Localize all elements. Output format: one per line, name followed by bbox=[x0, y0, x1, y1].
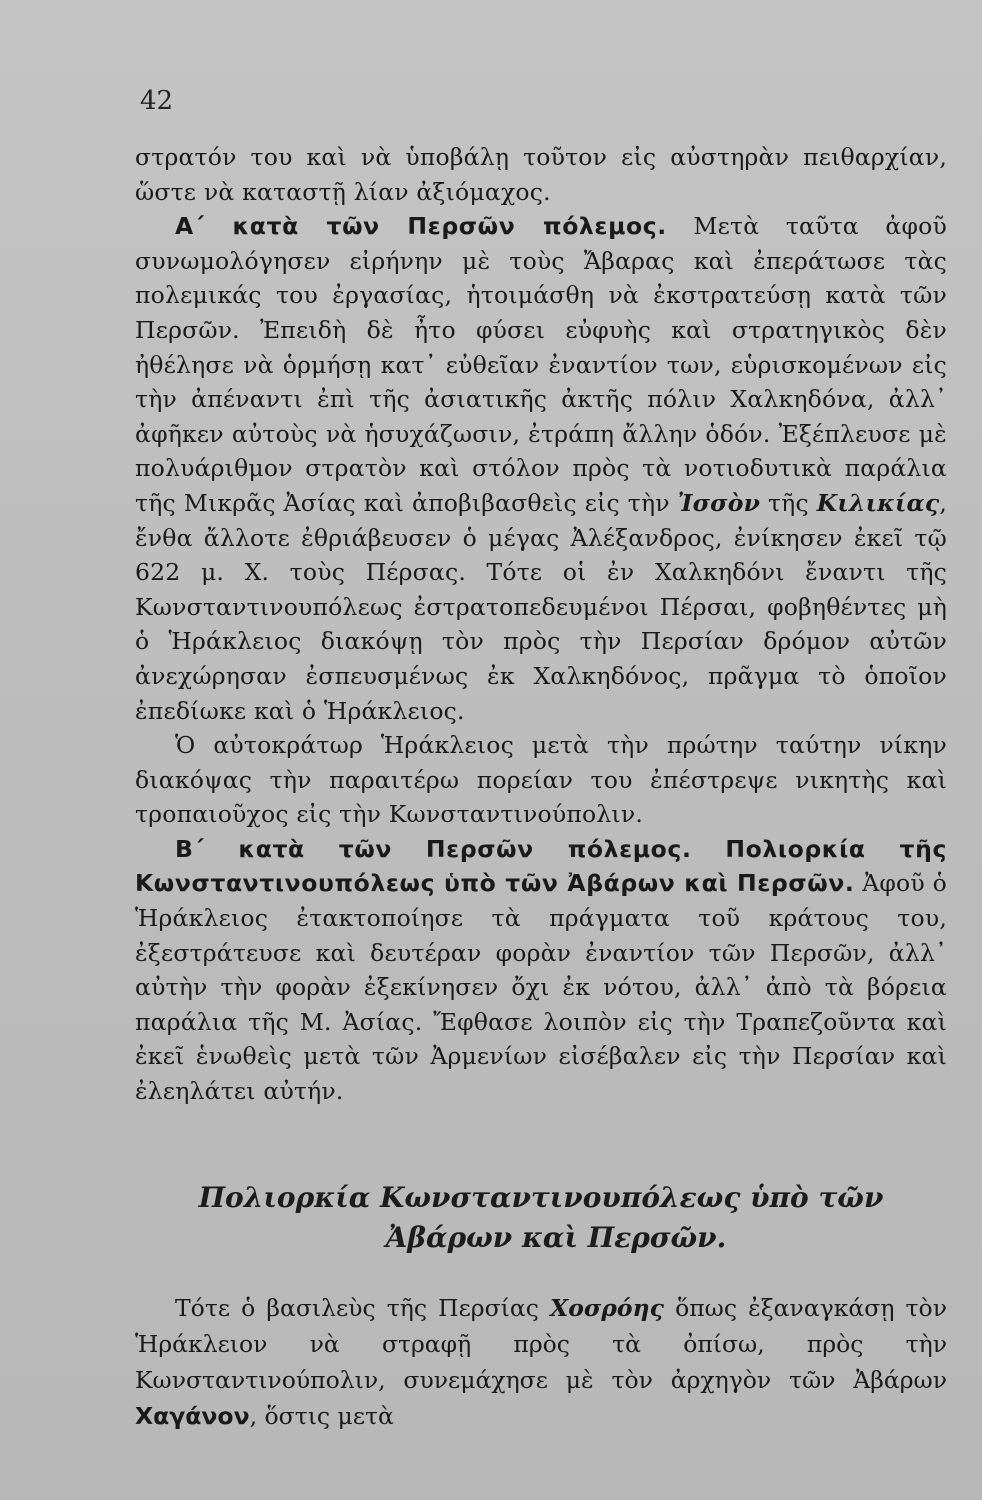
section-heading-b: Β΄ κατὰ τῶν Περσῶν πόλεμος. Πολιορκία τῆς Κωνσταντινουπόλεως ὑπὸ τῶν Ἀβάρων καὶ Περσῶν. bbox=[135, 834, 947, 898]
term-chaganos: Χαγάνον bbox=[135, 1402, 250, 1430]
paragraph-4-text: Ἀφοῦ ὁ Ἡράκλειος ἐτακτοποίησε τὰ πράγματα τοῦ κράτους του, ἐξεστράτευσε καὶ δευτέραν φορὰν ἐναντίον τῶν Περσῶν, ἀλλ᾽ αὐτὴν τὴν φορὰν ἐξεκίνησεν ὄχι ἐκ νότου, ἀλλ᾽ ἀπὸ τὰ βόρεια παράλια τῆς Μ. Ἀσίας. Ἔφθασε λοιπὸν εἰς τὴν Τραπεζοῦντα καὶ ἐκεῖ ἑνωθεὶς μετὰ τῶν Ἀρμενίων εἰσέβαλεν εἰς τὴν Περσίαν καὶ ἐλεηλάτει αὐτήν. bbox=[135, 869, 947, 1106]
paragraph-5 bbox=[135, 1290, 947, 1434]
paragraph-2-text-2: τῆς bbox=[760, 488, 817, 517]
chapter-title bbox=[135, 1178, 947, 1258]
chapter-title-line-1: Πολιορκία Κωνσταντινουπόλεως ὑπὸ τῶν bbox=[198, 1181, 884, 1214]
term-kilikia: Κιλικίας bbox=[816, 488, 940, 517]
paragraph-2-text-3: , ἔνθα ἄλλοτε ἐθριάβευσεν ὁ μέγας Ἀλέξανδρος, ἐνίκησεν ἐκεῖ τῷ 622 μ. Χ. τοὺς Πέρσας. Τότε οἱ ἐν Χαλκηδόνι ἔναντι τῆς Κωνσταντινουπόλεως ἐστρατοπεδευμένοι Πέρσαι, φοβηθέντες μὴ ὁ Ἡράκλειος διακόψῃ τὸν πρὸς τὴν Περσίαν δρόμον αὐτῶν ἀνεχώρησαν ἐσπευσμένως ἐκ Χαλκηδόνος, πρᾶγμα τὸ ὁποῖον ἐπεδίωκε καὶ ὁ Ἡράκλειος. bbox=[135, 488, 947, 725]
paragraph-1: στρατόν του καὶ νὰ ὑποβάλῃ τοῦτον εἰς αὐστηρὰν πειθαρχίαν, ὥστε νὰ καταστῇ λίαν ἀξιόμαχος. bbox=[135, 143, 947, 206]
paragraph-5-text-3: , ὅστις μετὰ bbox=[249, 1402, 394, 1430]
page-number: 42 bbox=[140, 86, 174, 116]
term-issos: Ἰσσὸν bbox=[677, 488, 761, 517]
section-heading-a: Α΄ κατὰ τῶν Περσῶν πόλεμος. bbox=[175, 212, 667, 241]
paragraph-5-text-1: Τότε ὁ βασιλεὺς τῆς Περσίας bbox=[175, 1294, 551, 1322]
body-text-lower bbox=[135, 1290, 947, 1434]
paragraph-5-text-2: ὅπως ἐξαναγκάσῃ τὸν Ἡράκλειον νὰ στραφῇ πρὸς τὰ ὀπίσω, πρὸς τὴν Κωνσταντινούπολιν, συνεμάχησε μὲ τὸν ἀρχηγὸν τῶν Ἀβάρων bbox=[135, 1294, 947, 1394]
chapter-title-line-2: Ἀβάρων καὶ Περσῶν. bbox=[385, 1221, 727, 1254]
paragraph-3: Ὁ αὐτοκράτωρ Ἡράκλειος μετὰ τὴν πρώτην ταύτην νίκην διακόψας τὴν παραιτέρω πορείαν του ἐπέστρεψε νικητὴς καὶ τροπαιοῦχος εἰς τὴν Κωνσταντινούπολιν. bbox=[135, 731, 947, 829]
paragraph-2 bbox=[135, 209, 947, 728]
body-text-upper bbox=[135, 140, 947, 1109]
paragraph-4 bbox=[135, 832, 947, 1109]
term-chosroes: Χοσρόης bbox=[550, 1294, 664, 1322]
paragraph-2-text-1: Μετὰ ταῦτα ἀφοῦ συνωμολόγησεν εἰρήνην μὲ τοὺς Ἄβαρας καὶ ἐπεράτωσε τὰς πολεμικάς του ἐργασίας, ἡτοιμάσθη νὰ ἐκστρατεύσῃ κατὰ τῶν Περσῶν. Ἐπειδὴ δὲ ἦτο φύσει εὐφυὴς καὶ στρατηγικὸς δὲν ἠθέλησε νὰ ὁρμήσῃ κατ᾽ εὐθεῖαν ἐναντίον των, εὑρισκομένων εἰς τὴν ἀπέναντι ἐπὶ τῆς ἀσιατικῆς ἀκτῆς πόλιν Χαλκηδόνα, ἀλλ᾽ ἀφῆκεν αὐτοὺς νὰ ἡσυχάζωσιν, ἐτράπη ἄλλην ὁδόν. Ἐξέπλευσε μὲ πολυάριθμον στρατὸν καὶ στόλον πρὸς τὰ νοτιοδυτικὰ παράλια τῆς Μικρᾶς Ἀσίας καὶ ἀποβιβασθεὶς εἰς τὴν bbox=[135, 212, 947, 517]
